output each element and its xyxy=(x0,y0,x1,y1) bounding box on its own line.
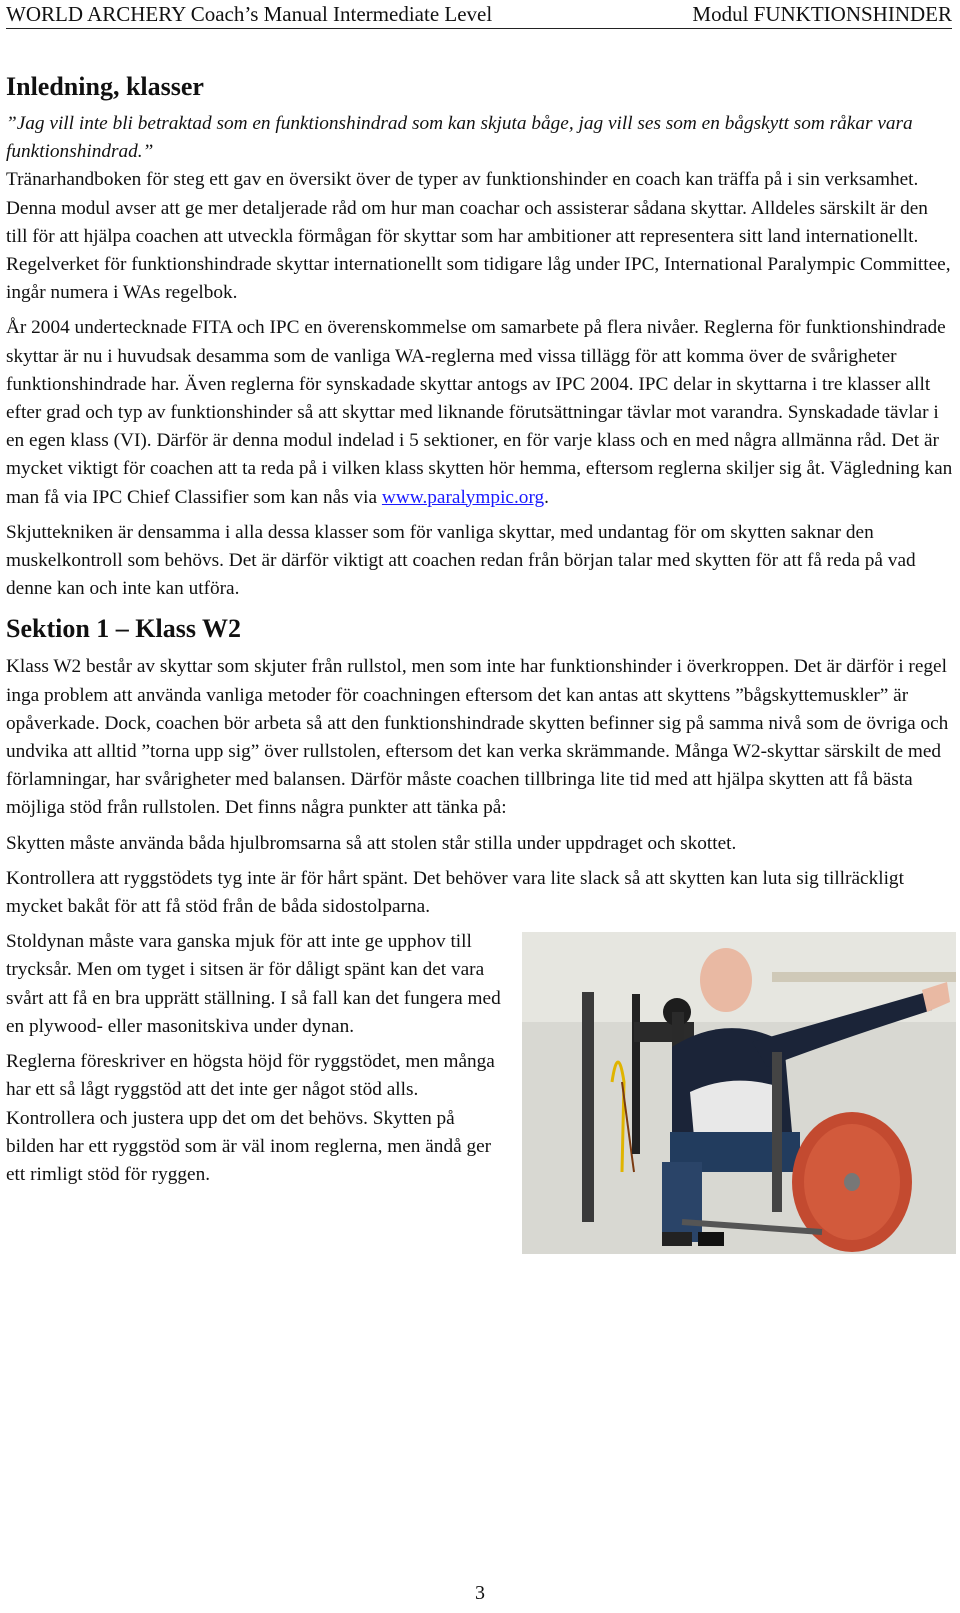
wheelchair-archer-photo xyxy=(522,932,956,1254)
paralympic-link[interactable]: www.paralympic.org xyxy=(381,486,545,508)
header-right-title: Modul FUNKTIONSHINDER xyxy=(692,1,952,26)
intro-paragraph-3: Skjuttekniken är densamma i alla dessa klasser som för vanliga skyttar, med undantag för om skytten saknar den muskelkontroll som behövs. Det är därför viktigt att coachen redan från början talar med skytten för att få reda på vad denne kan och inte kan utföra. xyxy=(6,521,916,600)
intro-paragraph-2-text: År 2004 undertecknade FITA och IPC en överenskommelse om samarbete på flera nivåer. Reglerna för funktionshindrade skyttar är nu i huvudsak desamma som de vanliga WA-reglerna med vissa tillägg för att komma över de svårigheter funktionshindrade har. Även reglerna för synskadade skyttar antogs av IPC 2004. IPC delar in skyttarna i tre klasser allt efter grad och typ av funktionshinder så att skyttar med liknande förutsättningar tävlar mot varandra. Synskadade tävlar i en egen klass (VI). Därför är denna modul indelad i 5 sektioner, en för varje klass och en med några allmänna råd. Det är mycket viktigt för coachen att ta reda på i vilken klass skytten hör hemma, eftersom reglerna skiljer sig åt. Vägledning kan man få via IPC Chief Classifier som kan nås via xyxy=(6,317,953,508)
section1-paragraph-5: Reglerna föreskriver en högsta höjd för ryggstödet, men många har ett så lågt ryggstöd att det inte ger något stöd alls. Kontrollera och justera upp det om det behövs. Skytten på bilden har ett ryggstöd som är väl inom reglerna, men ändå ger ett rimligt stöd för ryggen. xyxy=(6,1051,495,1185)
intro-paragraph-2 xyxy=(6,314,954,511)
page-header xyxy=(6,0,952,29)
section1-paragraph-1: Klass W2 består av skyttar som skjuter från rullstol, men som inte har funktionshinder i överkroppen. Det är därför i regel inga problem att använda vanliga metoder för coachningen eftersom det kan antas att skyttens ”bågskyttemuskler” är opåverkade. Dock, coachen bör arbeta så att den funktionshindrade skytten befinner sig på samma nivå som de övriga och undvika att alltid ”torna upp sig” över rullstolen, eftersom det kan verka skrämmande. Många W2-skyttar särskilt de med förlamningar, har svårigheter med balansen. Därför måste coachen tillbringa lite tid med att hjälpa skytten att få bästa möjliga stöd från rullstolen. Det finns några punkter att tänka på: xyxy=(6,656,949,819)
section1-paragraph-2: Skytten måste använda båda hjulbromsarna så att stolen står stilla under uppdraget och skottet. xyxy=(6,832,737,854)
section1-paragraph-4: Stoldynan måste vara ganska mjuk för att inte ge upphov till trycksår. Men om tyget i sitsen är för dåligt spänt kan det vara svårt att få en bra upprätt ställning. I så fall kan det fungera med en plywood- eller masonitskiva under dynan. xyxy=(6,931,501,1037)
intro-paragraph-2-end: . xyxy=(544,486,549,508)
section1-heading: Sektion 1 – Klass W2 xyxy=(6,614,242,644)
header-left-title: WORLD ARCHERY Coach’s Manual Intermediate Level xyxy=(6,1,493,26)
photo-side-text xyxy=(6,928,506,1189)
intro-heading: Inledning, klasser xyxy=(6,72,204,101)
photo-text-block xyxy=(6,928,954,1189)
page-content xyxy=(6,70,954,1196)
page-number: 3 xyxy=(475,1582,485,1604)
intro-quote: ”Jag vill inte bli betraktad som en funktionshindrad som kan skjuta båge, jag vill ses som en bågskytt som råkar vara funktionshindrad.” xyxy=(6,113,913,163)
section1-paragraph-3: Kontrollera att ryggstödets tyg inte är för hårt spänt. Det behöver vara lite slack så att skytten kan luta sig tillräckligt mycket bakåt för att få stöd från de båda sidostolparna. xyxy=(6,867,904,918)
intro-paragraph-1: Tränarhandboken för steg ett gav en översikt över de typer av funktionshinder en coach kan träffa på i sin verksamhet. Denna modul avser att ge mer detaljerade råd om hur man coachar och assisterar sådana skyttar. Alldeles särskilt är den till för att hjälpa coachen att utveckla förmågan för skyttar som har ambitioner att representera sitt land internationellt. Regelverket för funktionshindrade skyttar internationellt som tidigare låg under IPC, International Paralympic Committee, ingår numera i WAs regelbok. xyxy=(6,169,951,304)
